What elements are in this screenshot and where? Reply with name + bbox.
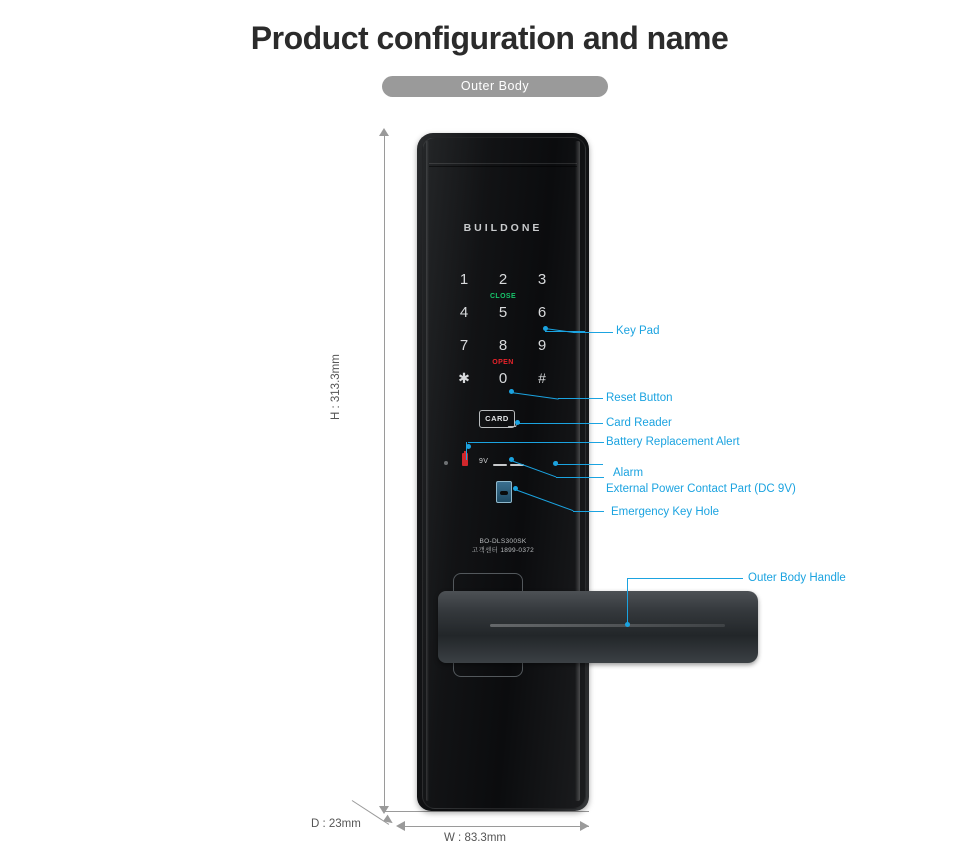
external-power-label: 9V: [479, 458, 489, 465]
battery-alert-leader-v: [466, 442, 467, 460]
power-contact-left[interactable]: [493, 464, 507, 466]
key-pad-leader-h: [573, 332, 613, 333]
key-7[interactable]: 7: [459, 337, 469, 354]
alarm-leader-h: [555, 464, 603, 465]
outer-body-handle-leader-h: [627, 578, 743, 579]
width-dimension-line: [404, 826, 589, 827]
model-info: [417, 537, 589, 555]
door-lock-outer-body: [417, 133, 589, 811]
handle-bar[interactable]: [438, 591, 758, 663]
external-power-leader-h: [556, 477, 604, 478]
height-arrow-bottom-icon: [379, 806, 389, 814]
model-number: BO-DLS300SK: [479, 538, 527, 545]
card-reader-leader-h: [517, 423, 603, 424]
lock-top-seam-dark: [429, 166, 577, 167]
open-label: OPEN: [492, 359, 514, 366]
keypad[interactable]: [445, 271, 561, 399]
base-reference-line: [384, 811, 589, 812]
lock-left-highlight: [426, 141, 429, 801]
callout-battery-replacement-alert: Battery Replacement Alert: [606, 436, 740, 448]
key-8[interactable]: 8: [498, 337, 508, 354]
callout-reset-button: Reset Button: [606, 392, 673, 404]
emergency-key-hole[interactable]: [496, 481, 512, 503]
callout-alarm: Alarm: [613, 467, 644, 479]
lock-right-highlight: [575, 141, 580, 801]
brand-logo: BUILDONE: [463, 222, 543, 234]
close-label: CLOSE: [489, 293, 517, 300]
key-1[interactable]: 1: [459, 271, 469, 288]
key-5[interactable]: 5: [498, 304, 508, 321]
depth-arrow-icon: [383, 815, 395, 827]
emergency-key-hole-leader-h: [573, 511, 604, 512]
key-6[interactable]: 6: [537, 304, 547, 321]
key-9[interactable]: 9: [537, 337, 547, 354]
service-center: 고객센터 1899-0372: [471, 547, 535, 554]
alarm-indicator-left: [444, 461, 448, 465]
key-4[interactable]: 4: [459, 304, 469, 321]
height-dimension-line: [384, 133, 385, 811]
battery-alert-leader-h: [468, 442, 604, 443]
width-dimension-label: W : 83.3mm: [444, 832, 506, 844]
card-reader-area[interactable]: CARD: [479, 410, 515, 428]
lock-top-seam-light: [429, 163, 577, 164]
width-arrow-right-icon: [580, 821, 589, 831]
callout-outer-body-handle: Outer Body Handle: [748, 572, 846, 584]
outer-body-handle[interactable]: [438, 591, 758, 663]
battery-alert-icon: [462, 453, 468, 466]
outer-body-handle-leader-v: [627, 578, 628, 624]
key-0[interactable]: 0: [498, 370, 508, 387]
callout-external-power-contact: External Power Contact Part (DC 9V): [606, 483, 796, 495]
depth-dimension-label: D : 23mm: [311, 818, 361, 830]
width-arrow-left-icon: [396, 821, 405, 831]
key-3[interactable]: 3: [537, 271, 547, 288]
height-arrow-top-icon: [379, 128, 389, 136]
callout-key-pad: Key Pad: [616, 325, 660, 337]
callout-emergency-key-hole: Emergency Key Hole: [611, 506, 720, 518]
key-hash[interactable]: #: [538, 370, 546, 386]
height-dimension-label: H : 313.3mm: [330, 354, 342, 420]
handle-groove: [490, 624, 725, 627]
key-star[interactable]: ✱: [458, 370, 470, 386]
callout-card-reader: Card Reader: [606, 417, 672, 429]
reset-button-leader-h: [558, 398, 603, 399]
section-pill-outer-body: Outer Body: [382, 76, 608, 97]
lock-body-bevel: [422, 137, 586, 809]
key-2[interactable]: 2: [498, 271, 508, 288]
page-title: Product configuration and name: [250, 20, 729, 56]
